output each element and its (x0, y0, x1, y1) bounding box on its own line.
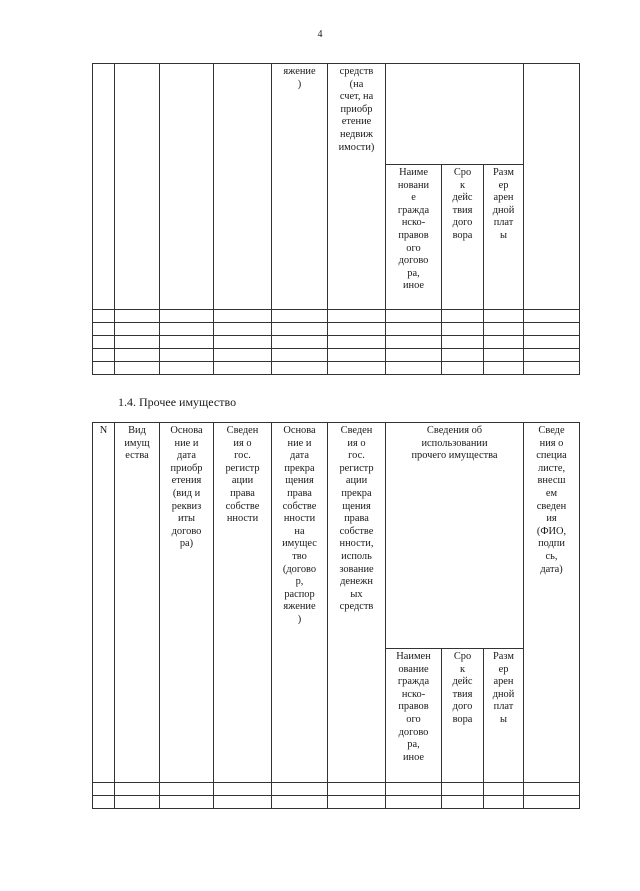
t2-header-registration-text: Сведен ия о гос. регистр ации права собстве нности (225, 425, 260, 525)
t1-cell-n (93, 64, 115, 310)
t1-header-usage-group (386, 64, 524, 165)
t1-header-rent-amount (484, 165, 524, 310)
t1-header-funds-usage-text: средств (на счет, на приобр етение недвиж имости) (338, 66, 375, 153)
t1-cell-type (115, 64, 160, 310)
t2-header-acquisition (160, 423, 214, 783)
t2-header-termination-registration-text: Сведен ия о гос. регистр ации прекра щения права собстве нности, исполь зование денежн ых средств (339, 425, 374, 613)
t1-header-contract-name (386, 165, 442, 310)
t1-cell-acquisition (160, 64, 214, 310)
t1-header-contract-name-text: Наиме новани е гражда нско- правов ого догово ра, иное (397, 167, 430, 292)
t2-header-usage-group (386, 423, 524, 649)
t2-header-termination-basis (272, 423, 328, 783)
table-row (93, 323, 580, 336)
t2-header-number-text: N (99, 425, 108, 436)
page-number: 4 (317, 29, 323, 40)
t2-header-rent-amount-text: Разм ер арен дной плат ы (492, 651, 515, 725)
t2-header-usage-group-text: Сведения об использовании прочего имущества (411, 425, 498, 462)
t2-header-property-type (115, 423, 160, 783)
t2-header-acquisition-text: Основа ние и дата приобр етения (вид и реквиз иты догово ра) (170, 425, 203, 550)
t2-header-registration (214, 423, 272, 783)
table-row (93, 783, 580, 796)
t1-header-rent-amount-text: Разм ер арен дной плат ы (492, 167, 515, 241)
t2-header-property-type-text: Вид имущ ества (124, 425, 150, 462)
t1-header-termination-basis (272, 64, 328, 310)
t1-header-funds-usage (328, 64, 386, 310)
t2-header-contract-name (386, 649, 442, 783)
t2-header-contract-term (442, 649, 484, 783)
t2-header-contract-name-text: Наимен ование гражда нско- правов ого догово ра, иное (396, 651, 431, 763)
t1-cell-registration (214, 64, 272, 310)
table-row (93, 336, 580, 349)
t2-header-number (93, 423, 115, 783)
t1-header-contract-term (442, 165, 484, 310)
table-row (93, 796, 580, 809)
table-row (93, 362, 580, 375)
section-heading-other-property: 1.4. Прочее имущество (118, 395, 237, 409)
t1-cell-specialist (524, 64, 580, 310)
continuation-table (92, 63, 580, 375)
other-property-table (92, 422, 580, 809)
t2-header-specialist-text: Сведе ния о специа листе, внесш ем сведен ия (ФИО, подпи сь, дата) (536, 425, 567, 575)
t2-header-termination-registration (328, 423, 386, 783)
t2-header-contract-term-text: Сро к дейс твия дого вора (452, 651, 473, 725)
table-row (93, 349, 580, 362)
t1-header-termination-basis-text: яжение ) (283, 66, 316, 90)
t2-header-specialist (524, 423, 580, 783)
t1-header-contract-term-text: Сро к дейс твия дого вора (452, 167, 473, 241)
t2-header-termination-basis-text: Основа ние и дата прекра щения права собстве нности на имущес тво (догово р, распор яжение ) (282, 425, 317, 625)
t2-header-rent-amount (484, 649, 524, 783)
table-row (93, 310, 580, 323)
